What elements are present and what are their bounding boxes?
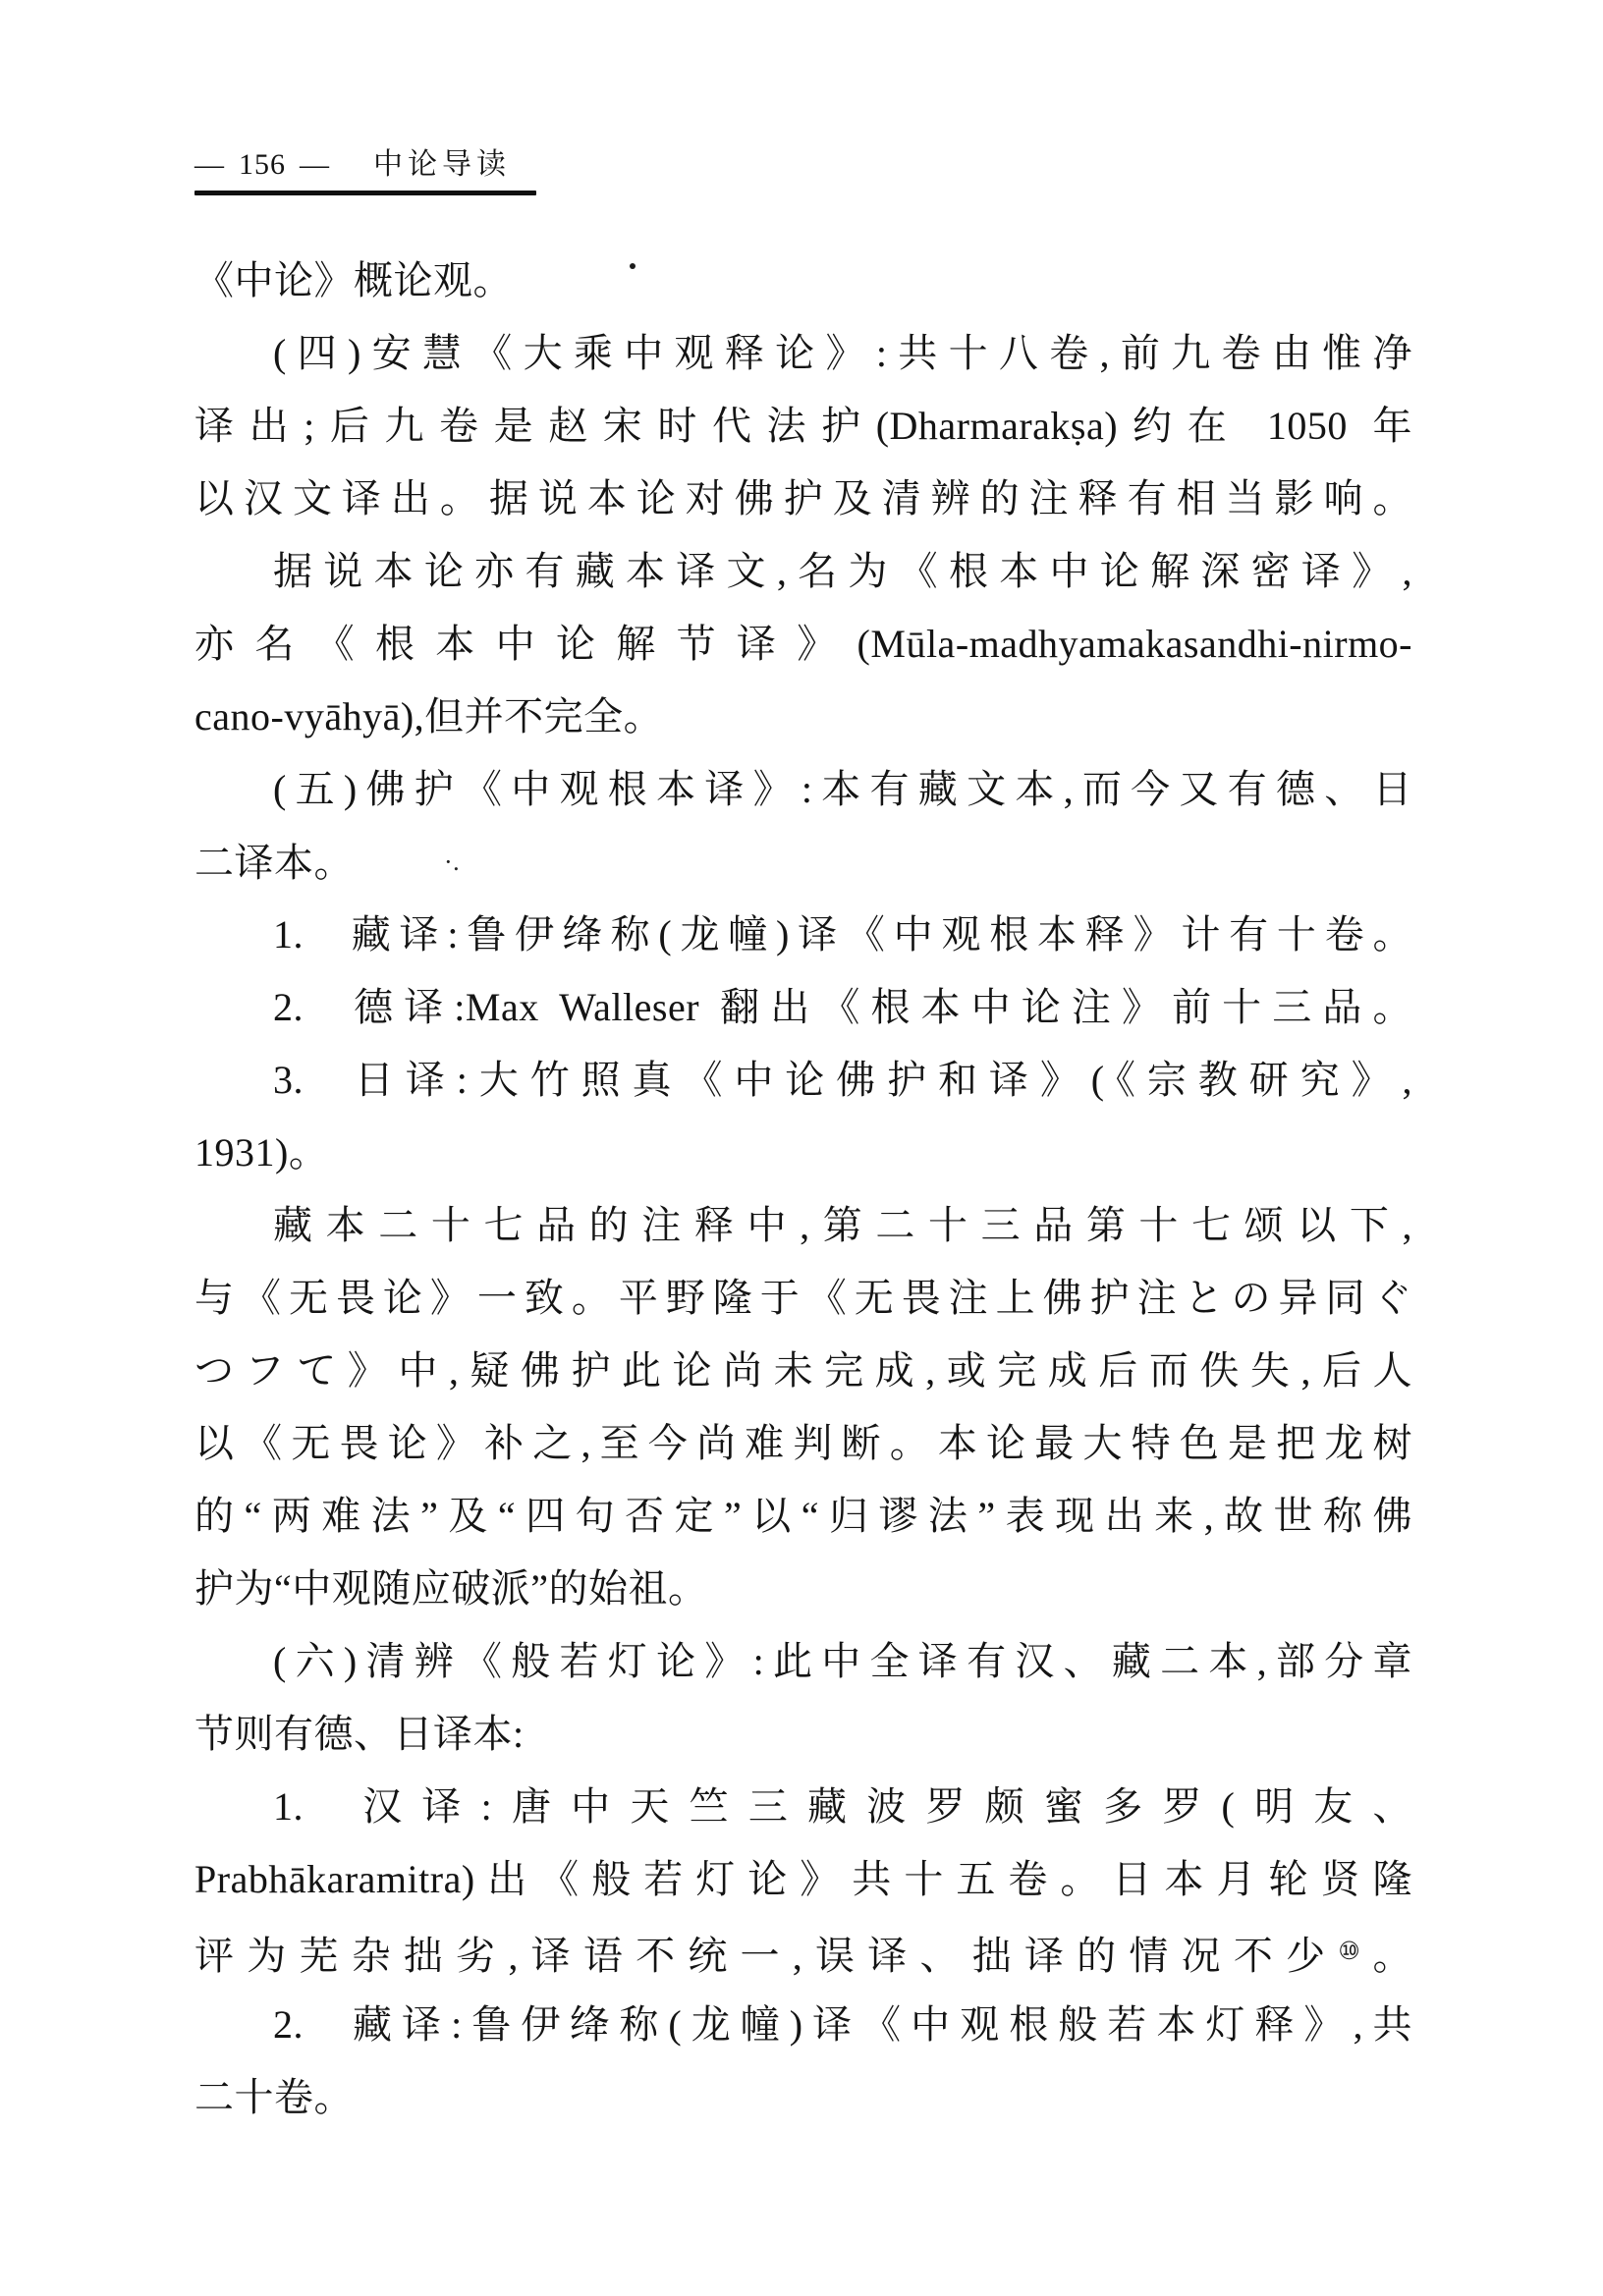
header-rule	[194, 191, 536, 195]
text-line-24-period: 。	[1372, 1934, 1413, 1978]
text-line-24-main: 评为芜杂拙劣,译语不统一,误译、拙译的情况不少	[194, 1934, 1339, 1978]
text-line-5: 据说本论亦有藏本译文,名为《根本中论解深密译》,	[273, 549, 1412, 593]
text-line-25: 2. 藏译:鲁伊绛称(龙幢)译《中观根般若本灯释》,共	[273, 2002, 1412, 2047]
text-line-10: 1. 藏译:鲁伊绛称(龙幢)译《中观根本释》计有十卷。	[273, 912, 1412, 957]
text-line-7: cano-vyāhyā),但并不完全。	[194, 694, 664, 738]
text-line-16: つフて》中,疑佛护此论尚未完成,或完成后而佚失,后人	[194, 1348, 1412, 1393]
text-line-22: 1. 汉译:唐中天竺三藏波罗颇蜜多罗(明友、	[273, 1784, 1412, 1829]
text-line-3: 译出;后九卷是赵宋时代法护(Dharmarakṣa)约在 1050 年	[194, 404, 1412, 448]
text-line-9	[194, 826, 1412, 899]
text-line-23: Prabhākaramitra)出《般若灯论》共十五卷。日本月轮贤隆	[194, 1857, 1412, 1901]
text-line-17: 以《无畏论》补之,至今尚难判断。本论最大特色是把龙树	[194, 1421, 1412, 1465]
text-line-2: (四)安慧《大乘中观释论》:共十八卷,前九卷由惟净	[273, 331, 1412, 375]
ink-speck	[630, 263, 636, 269]
page-number: 156	[239, 148, 286, 181]
text-line-19: 护为“中观随应破派”的始祖。	[194, 1566, 708, 1611]
text-line-9-text: 二译本。	[194, 841, 354, 885]
text-line-1: 《中论》概论观。	[194, 258, 513, 302]
ink-stray-mark: ·.	[444, 847, 461, 876]
header-dash-left: —	[194, 148, 225, 181]
text-line-11: 2. 德译:Max Walleser 翻出《根本中论注》前十三品。	[273, 985, 1412, 1029]
book-title: 中论导读	[373, 148, 511, 181]
text-line-4: 以汉文译出。据说本论对佛护及清辨的注释有相当影响。	[194, 476, 1412, 520]
text-line-20: (六)清辨《般若灯论》:此中全译有汉、藏二本,部分章	[273, 1639, 1412, 1683]
text-line-13: 1931)。	[194, 1130, 329, 1175]
footnote-marker: ⑩	[1338, 1939, 1373, 1965]
text-line-18: 的“两难法”及“四句否定”以“归谬法”表现出来,故世称佛	[194, 1494, 1412, 1538]
running-header	[194, 147, 1603, 183]
text-line-14: 藏本二十七品的注释中,第二十三品第十七颂以下,	[273, 1203, 1412, 1247]
text-line-15: 与《无畏论》一致。平野隆于《无畏注上佛护注との异同ぐ	[194, 1276, 1412, 1320]
text-line-12: 3. 日译:大竹照真《中论佛护和译》(《宗教研究》,	[273, 1058, 1412, 1102]
text-line-21: 节则有德、日译本:	[194, 1712, 525, 1756]
text-line-6: 亦名《根本中论解节译》(Mūla-madhyamakasandhi-nirmo-	[194, 622, 1412, 666]
text-line-24	[194, 1916, 1412, 1989]
page-body	[194, 245, 1412, 2134]
header-dash-right: —	[300, 148, 330, 181]
text-line-8: (五)佛护《中观根本译》:本有藏文本,而今又有德、日	[273, 767, 1412, 811]
text-line-26: 二十卷。	[194, 2075, 354, 2119]
